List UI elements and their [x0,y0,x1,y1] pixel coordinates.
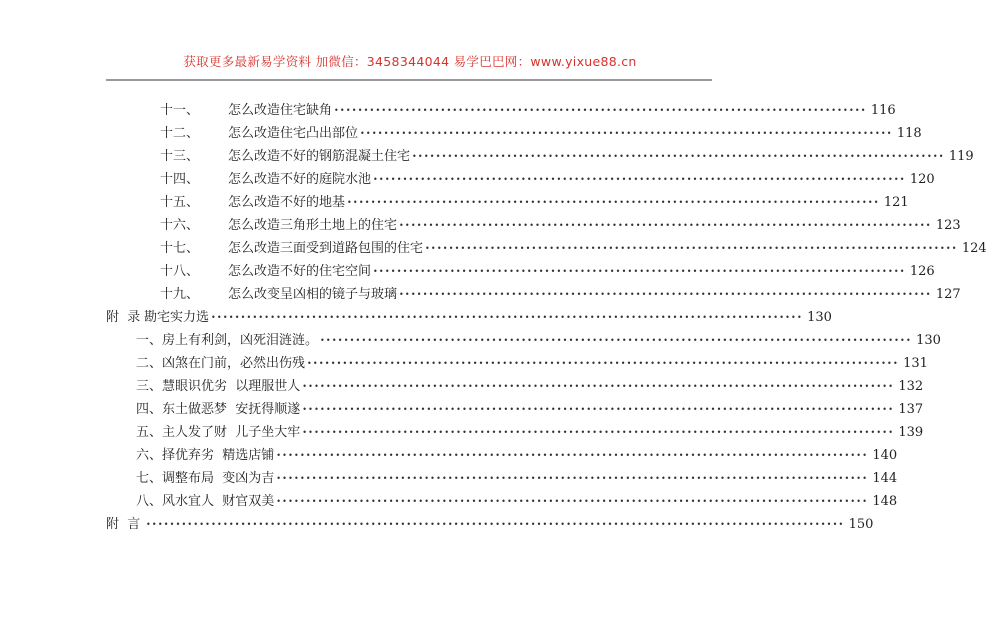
toc-entry-page: 120 [909,172,935,187]
toc-entry-page: 121 [883,195,909,210]
toc-leader-dots: •••••••••••••••••••••••••••••••••••••••••••••••••••••••••••••••••••••••••••••••••••••••••• [360,129,893,138]
toc-entry-number: 附 录 [106,310,141,325]
toc-entry-page: 127 [935,287,961,302]
header-divider [106,79,712,81]
toc-entry-title: 怎么改造三面受到道路包围的住宅 [228,241,424,256]
toc-entry-page: 137 [898,402,924,417]
toc-leader-dots: •••••••••••••••••••••••••••••••••••••••••••••••••••••••••••••••••••••••••••••••••••••••••• [347,198,880,207]
toc-entry-title: 一、房上有利剑，凶死泪涟涟。 [136,333,319,348]
toc-entry-title: 六、择优弃劣 精选店铺 [136,448,275,463]
toc-entry-title: 八、风水宜人 财官双美 [136,494,275,509]
toc-entry-title: 怎么改造不好的地基 [228,195,346,210]
toc-entry[interactable] [160,123,922,145]
toc-entry-title: 四、东土做恶梦 安抚得顺遂 [136,402,301,417]
toc-entry-number: 十三、 [160,149,200,164]
toc-entry-page: 130 [916,333,941,348]
toc-entry-page: 119 [948,149,974,164]
toc-entry-title: 勘宅实力选 [144,310,210,325]
toc-entry[interactable] [160,238,987,260]
toc-entry-page: 150 [848,517,874,532]
toc-leader-dots: •••••••••••••••••••••••••••••••••••••••••••••••••••••••••••••••••••••••••••••••••••••••••••••••••••• [302,428,895,437]
toc-entry[interactable] [160,215,961,237]
toc-entry-page: 126 [909,264,935,279]
toc-entry[interactable] [136,468,898,490]
toc-entry-number: 十六、 [160,218,200,233]
toc-entry[interactable] [160,261,935,283]
toc-entry-title: 五、主人发了财 儿子坐大牢 [136,425,301,440]
toc-entry[interactable] [136,491,898,513]
toc-entry-page: 132 [898,379,924,394]
toc-entry-title: 怎么改造不好的住宅空间 [228,264,372,279]
toc-entry-page: 130 [807,310,832,325]
toc-entry-page: 144 [872,471,898,486]
toc-entry[interactable] [136,353,928,375]
toc-entry-number: 十二、 [160,126,200,141]
toc-entry-title: 怎么改造住宅凸出部位 [228,126,359,141]
toc-entry-number: 十九、 [160,287,200,302]
toc-leader-dots: •••••••••••••••••••••••••••••••••••••••••••••••••••••••••••••••••••••••••••••••••••••••••••••••••••• [307,359,899,368]
toc-entry[interactable] [160,192,909,214]
toc-leader-dots: •••••••••••••••••••••••••••••••••••••••••••••••••••••••••••••••••••••••••••••••••••••••••••••••••••• [276,451,869,460]
toc-leader-dots: •••••••••••••••••••••••••••••••••••••••••••••••••••••••••••••••••••••••••••••••••••••••••• [373,267,906,276]
toc-entry-page: 118 [896,126,922,141]
toc-entry[interactable] [160,284,961,306]
toc-entry[interactable] [136,399,924,421]
toc-leader-dots: •••••••••••••••••••••••••••••••••••••••••••••••••••••••••••••••••••••••••••••••••••••••••• [399,290,932,299]
toc-appendix-heading[interactable] [106,307,832,329]
toc-leader-dots: •••••••••••••••••••••••••••••••••••••••••••••••••••••••••••••••••••••••••••••••••••••••••• [425,244,958,253]
toc-entry-title: 怎么改造三角形土地上的住宅 [228,218,398,233]
toc-entry-page: 116 [870,103,896,118]
toc-leader-dots: •••••••••••••••••••••••••••••••••••••••••••••••••••••••••••••••••••••••••••••••••••••••••••••••••••• [320,336,912,345]
toc-entry-title: 七、调整布局 变凶为吉 [136,471,275,486]
toc-leader-dots: •••••••••••••••••••••••••••••••••••••••••••••••••••••••••••••••••••••••••••••••••••••••••••••••••••• [276,497,869,506]
toc-entry-page: 139 [898,425,924,440]
toc-leader-dots: •••••••••••••••••••••••••••••••••••••••••••••••••••••••••••••••••••••••••••••••••••••••••••••••••••• [302,405,895,414]
toc-entry-title: 怎么改造不好的庭院水池 [228,172,372,187]
toc-entry-number: 十一、 [160,103,200,118]
toc-entry[interactable] [160,146,974,168]
toc-leader-dots: •••••••••••••••••••••••••••••••••••••••••••••••••••••••••••••••••••••••••••••••••••••••••• [373,175,906,184]
toc-entry-title: 怎么改造不好的钢筋混凝土住宅 [228,149,411,164]
toc-entry-page: 148 [872,494,898,509]
toc-leader-dots: •••••••••••••••••••••••••••••••••••••••••••••••••••••••••••••••••••••••••••••••••••••••••••••••••••••••••••••••••••••• [146,520,845,529]
toc-leader-dots: •••••••••••••••••••••••••••••••••••••••••••••••••••••••••••••••••••••••••••••••••••••••••• [399,221,932,230]
toc-entry-number: 十八、 [160,264,200,279]
toc-entry[interactable] [160,169,935,191]
toc-leader-dots: •••••••••••••••••••••••••••••••••••••••••••••••••••••••••••••••••••••••••••••••••••••••••••••••••••• [211,313,803,322]
toc-leader-dots: •••••••••••••••••••••••••••••••••••••••••••••••••••••••••••••••••••••••••••••••••••••••••••••••••••• [276,474,869,483]
toc-entry-number: 附 言 [106,517,141,532]
toc-entry-title: 二、凶煞在门前，必然出伤残 [136,356,306,371]
toc-entry-number: 十五、 [160,195,200,210]
toc-entry-title: 怎么改变呈凶相的镜子与玻璃 [228,287,398,302]
toc-entry[interactable] [160,100,896,122]
toc-entry[interactable] [136,330,941,352]
toc-entry-page: 140 [872,448,898,463]
toc-entry[interactable] [136,445,898,467]
toc-leader-dots: •••••••••••••••••••••••••••••••••••••••••••••••••••••••••••••••••••••••••••••••••••••••••• [334,106,867,115]
header-banner: 获取更多最新易学资料 加微信：3458344044 易学巴巴网：www.yixue88.cn [183,54,637,69]
toc-leader-dots: •••••••••••••••••••••••••••••••••••••••••••••••••••••••••••••••••••••••••••••••••••••••••••••••••••• [302,382,895,391]
toc-entry[interactable] [136,422,924,444]
toc-entry-page: 123 [935,218,961,233]
toc-entry-title: 三、慧眼识优劣 以理服世人 [136,379,301,394]
toc-entry-page: 124 [961,241,987,256]
toc-entry-title: 怎么改造住宅缺角 [228,103,333,118]
toc-entry[interactable] [136,376,924,398]
toc-leader-dots: •••••••••••••••••••••••••••••••••••••••••••••••••••••••••••••••••••••••••••••••••••••••••• [412,152,945,161]
toc-postscript[interactable] [106,514,874,536]
toc-entry-page: 131 [903,356,928,371]
toc-entry-number: 十四、 [160,172,200,187]
toc-entry-number: 十七、 [160,241,200,256]
